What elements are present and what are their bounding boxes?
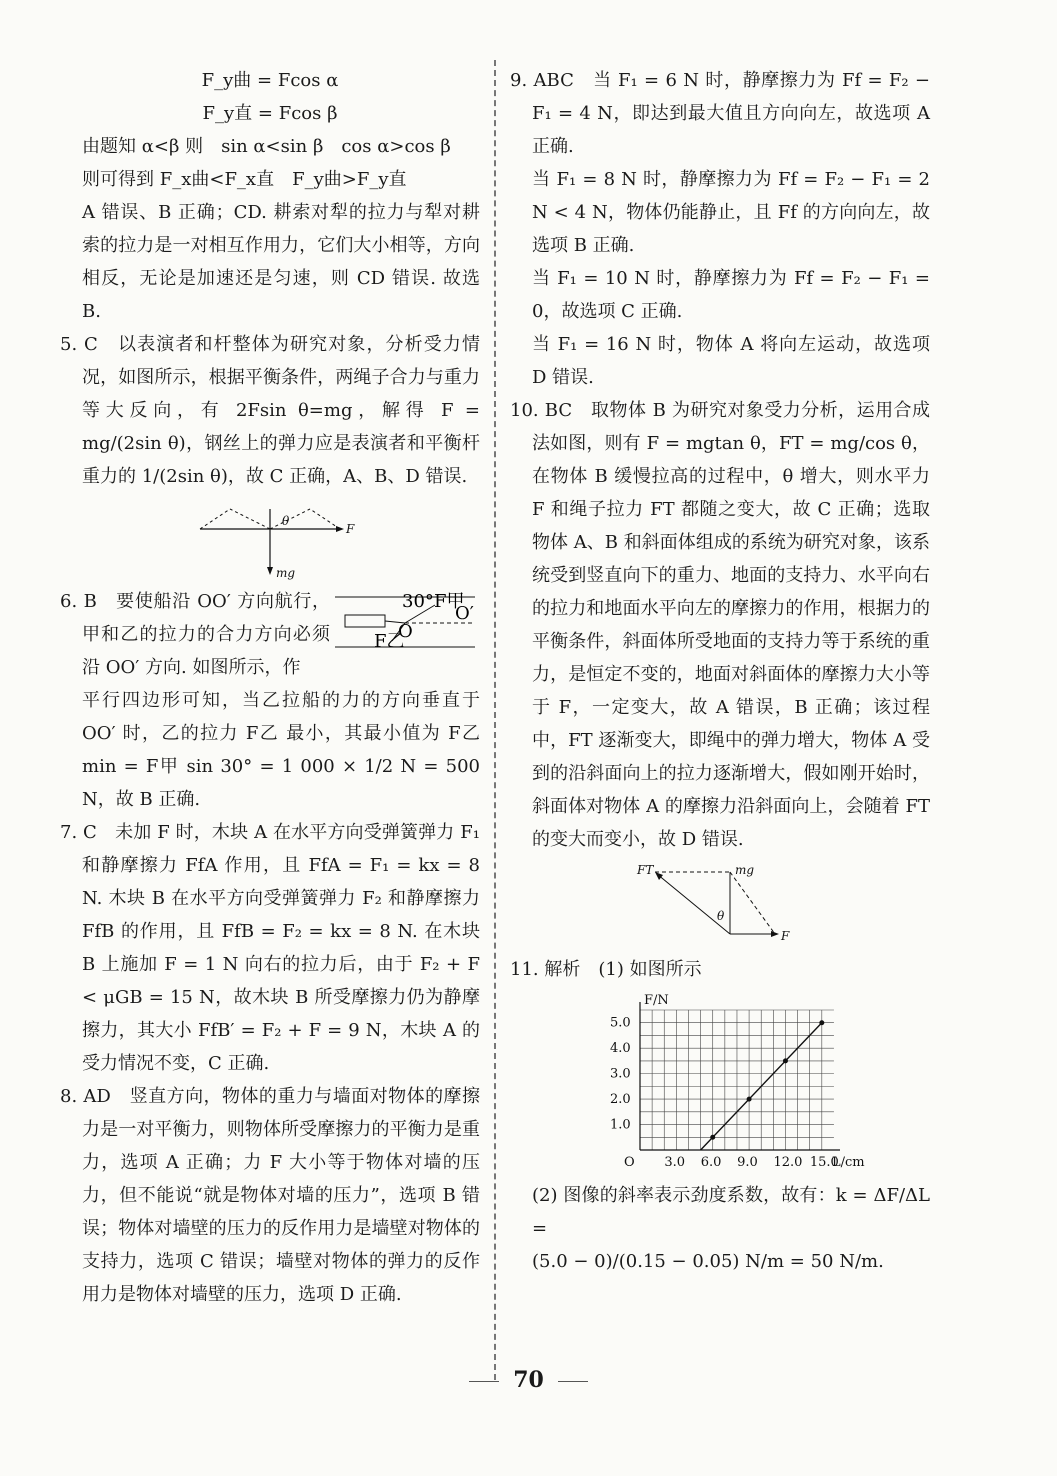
x-axis-label: L/cm: [832, 1155, 865, 1170]
data-point: [819, 1020, 824, 1025]
y-tick-label: 2.0: [610, 1092, 631, 1108]
answer-10: 10. BC 取物体 B 为研究对象受力分析，运用合成法如图，则有 F = mgtan θ，FT = mg/cos θ，在物体 B 缓慢拉高的过程中，θ 增大，则水平力 F 和绳子拉力 FT 都随之变大，故 C 正确；选取物体 A、B 和斜面体组成的系统为研究对象，该系统受到竖直向下的重力、地面的支持力、水平向右的拉力和地面水平向左的摩擦力的作用，根据力的平衡条件，斜面体所受地面的支持力等于系统的重力，是恒定不变的，地面对斜面体的摩擦力大小等于 F，一定变大，故 A 错误，B 正确；该过程中，FT 逐渐变大，即绳中的弹力增大，物体 A 受到的沿斜面向上的拉力逐渐增大，假如刚开始时，斜面体对物体 A 的摩擦力沿斜面向上，会随着 FT 的变大而变小，故 D 错误.: [510, 400, 930, 850]
answer-11-a: 11. 解析 (1) 如图所示: [510, 959, 702, 980]
left-column: [60, 64, 480, 1311]
fig5-theta: θ: [282, 514, 290, 528]
answer-7: 7. C 未加 F 时，木块 A 在水平方向受弹簧弹力 F₁ 和静摩擦力 FfA 作用，且 FfA = F₁ = kx = 8 N. 木块 B 在水平方向受弹簧弹力 F₂ 和静摩擦力 FfB 的作用，且 FfB = F₂ = kx = 8 N. 在木块 B 上施加 F = 1 N 向右的拉力后，由于 F₂ + F < μGB = 15 N，故木块 B 所受摩擦力仍为静摩擦力，其大小 FfB′ = F₂ + F = 9 N，木块 A 的受力情况不变，C 正确.: [60, 822, 480, 1074]
fig6-Oprime: O′: [455, 603, 474, 624]
page-number: 70: [0, 1364, 1057, 1397]
x-tick-label: 3.0: [664, 1155, 686, 1170]
equation-y-straight: F_y直 = Fcos β: [202, 103, 338, 124]
fig6-Fyi: F乙: [374, 631, 405, 652]
x-tick-label: 9.0: [737, 1155, 758, 1170]
fig5-mg: mg: [276, 566, 296, 580]
answer-6-part1: 6. B 要使船沿 OO′ 方向航行，甲和乙的拉力的合力方向必须沿 OO′ 方向. 如图所示，作: [60, 591, 330, 678]
answer-9-c: 当 F₁ = 10 N 时，静摩擦力为 Ff = F₂ − F₁ = 0，故选项 C 正确.: [532, 268, 930, 322]
x-tick-label: 6.0: [700, 1155, 722, 1170]
origin-label: O: [624, 1155, 635, 1170]
spring-force-chart: [600, 990, 865, 1175]
x-tick-label: 12.0: [773, 1155, 803, 1170]
fig6-Fjia: F甲: [434, 591, 465, 612]
y-tick-label: 5.0: [610, 1015, 631, 1031]
data-point: [710, 1135, 715, 1140]
answer-9-d: 当 F₁ = 16 N 时，物体 A 将向左运动，故选项 D 错误.: [532, 334, 930, 388]
fig10-theta: θ: [717, 909, 725, 923]
text-condition: 由题知 α<β 则 sin α<sin β cos α>cos β: [82, 136, 451, 157]
y-tick-label: 4.0: [610, 1041, 631, 1057]
data-point: [747, 1097, 752, 1102]
text-answer-4: A 错误、B 正确；CD. 耕索对犁的拉力与犁对耕索的拉力是一对相互作用力，它们大小相等，方向相反，无论是加速还是匀速，则 CD 错误. 故选 B.: [82, 202, 480, 322]
x-tick-label: 15.0: [809, 1155, 839, 1170]
y-tick-label: 3.0: [610, 1066, 631, 1082]
chart-ticks: [610, 1016, 839, 1170]
data-point: [783, 1058, 788, 1063]
chart-axes: [624, 993, 865, 1170]
fig6-O: O: [398, 621, 413, 642]
text-conclusion: 则可得到 F_x曲<F_x直 F_y曲>F_y直: [82, 169, 407, 190]
answer-8: 8. AD 竖直方向，物体的重力与墙面对物体的摩擦力是一对平衡力，则物体所受摩擦力的平衡力是重力，选项 A 正确；力 F 大小等于物体对墙的压力，但不能说“就是物体对墙的压力”，选项 B 错误；物体对墙壁的压力的反作用力是墙壁对物体的支持力，选项 C 错误；墙壁对物体的弹力的反作用力是物体对墙壁的压力，选项 D 正确.: [60, 1086, 480, 1305]
chart-grid: [640, 1010, 834, 1150]
chart-series: [701, 1020, 825, 1150]
answer-6-part2: 平行四边形可知，当乙拉船的力的方向垂直于 OO′ 时，乙的拉力 F乙 最小，其最小值为 F乙min = F甲 sin 30° = 1 000 × 1/2 N = 500 N，故 B 正确.: [82, 690, 480, 810]
y-tick-label: 1.0: [610, 1117, 631, 1133]
figure-5-force-diagram: [190, 499, 355, 580]
answer-9-a: 9. ABC 当 F₁ = 6 N 时，静摩擦力为 Ff = F₂ − F₁ = 4 N，即达到最大值且方向向左，故选项 A 正确.: [510, 70, 930, 157]
fig6-30: 30°: [402, 591, 434, 612]
equation-y-curve: F_y曲 = Fcos α: [201, 70, 339, 91]
y-axis-label: F/N: [644, 993, 669, 1008]
fig10-F: F: [781, 929, 790, 943]
answer-5: 5. C 以表演者和杆整体为研究对象，分析受力情况，如图所示，根据平衡条件，两绳子合力与重力等大反向，有 2Fsin θ=mg，解得 F = mg/(2sin θ)，钢丝上的弹力应是表演者和平衡杆重力的 1/(2sin θ)，故 C 正确，A、B、D 错误.: [60, 334, 480, 487]
figure-10-force-triangle: [635, 862, 805, 947]
answer-11-c: (5.0 − 0)/(0.15 − 0.05) N/m = 50 N/m.: [532, 1251, 884, 1272]
answer-9-b: 当 F₁ = 8 N 时，静摩擦力为 Ff = F₂ − F₁ = 2 N < 4 N，物体仍能静止，且 Ff 的方向向左，故选项 B 正确.: [532, 169, 930, 256]
fig10-mg: mg: [735, 863, 755, 877]
fig10-FT: FT: [637, 863, 654, 877]
column-divider: [494, 60, 496, 1380]
figure-6-boat-diagram: [330, 585, 480, 665]
right-column: [510, 64, 930, 1278]
answer-11-b: (2) 图像的斜率表示劲度系数，故有：k = ΔF/ΔL =: [532, 1185, 930, 1239]
fig5-F: F: [346, 522, 355, 536]
